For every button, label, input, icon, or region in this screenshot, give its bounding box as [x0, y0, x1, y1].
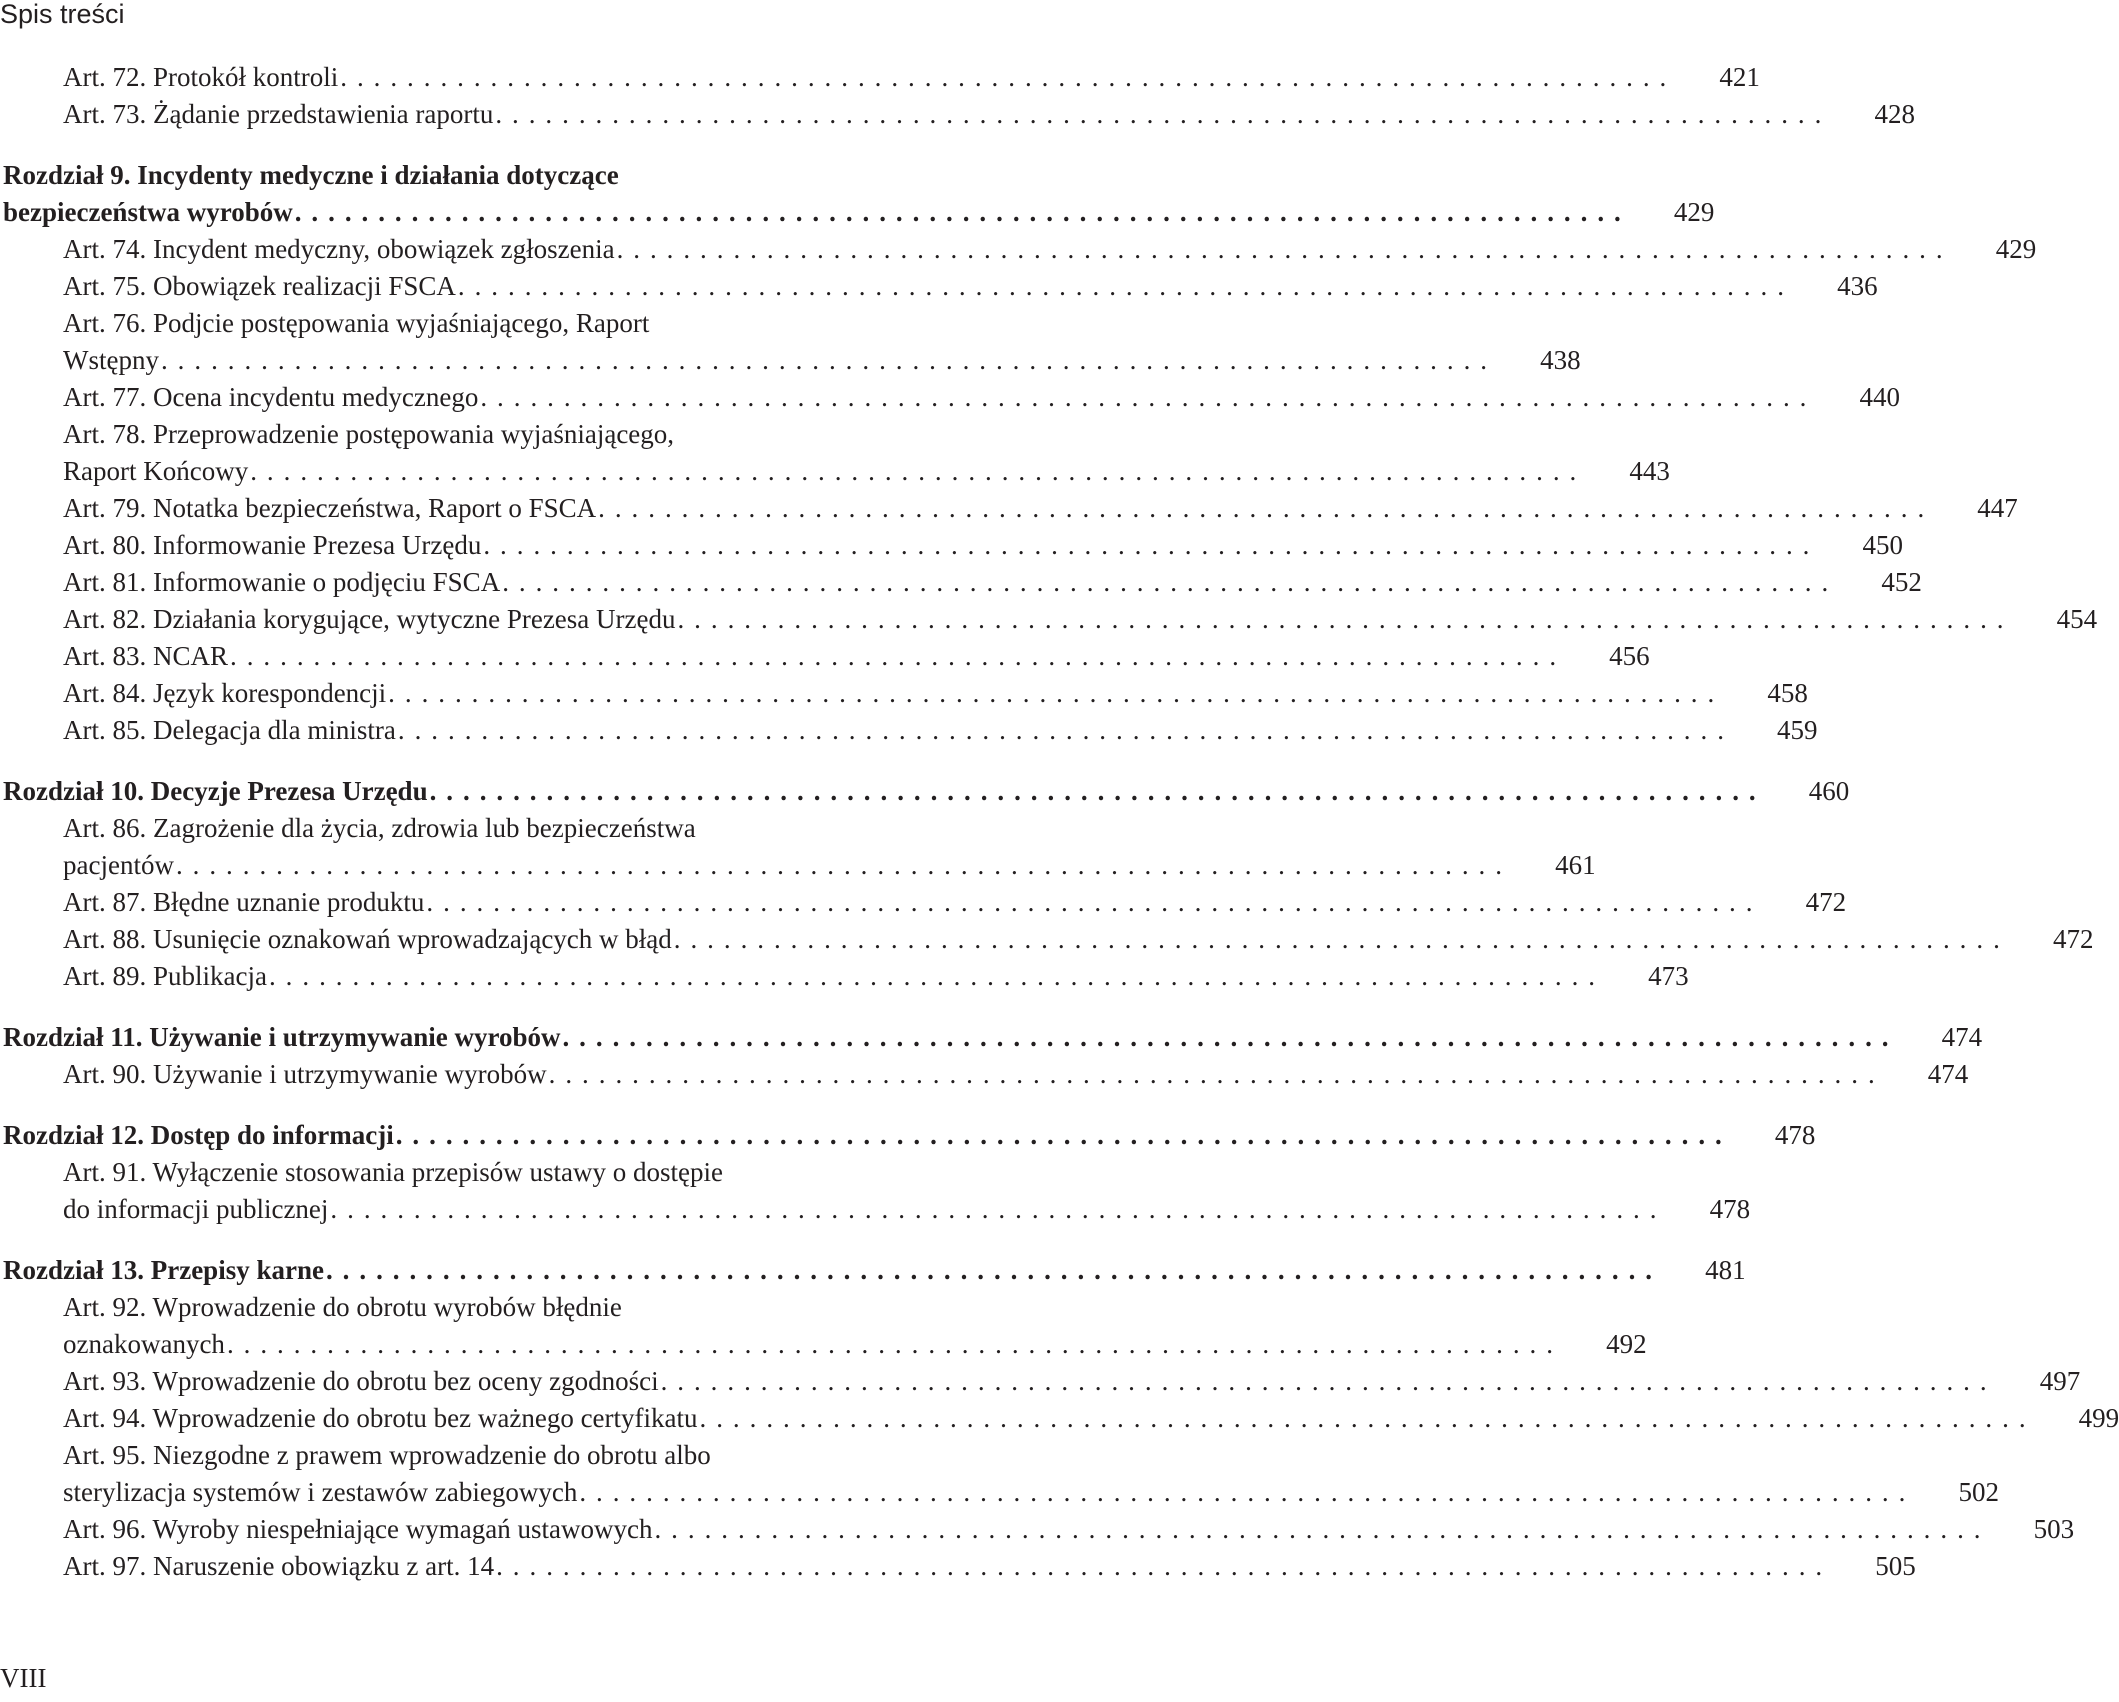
dot-leader: . . . . . . . . . . . . . . . . . . . . . . . . . . . . . . . . . . . . . . . . . . . . . . . . . . . . . . . . . . . . . . . . . . . . . . . . . . . . . . . . [480, 382, 1809, 412]
toc-entry-title: Art. 74. Incydent medyczny, obowiązek zgłoszenia [63, 234, 615, 264]
toc-page-number: 421 [1719, 62, 1760, 92]
toc-article-line [63, 1191, 1751, 1228]
toc-entry-title: Wstępny [63, 345, 159, 375]
toc-page-number: 436 [1837, 271, 1878, 301]
toc-entry-title: Art. 96. Wyroby niespełniające wymagań ustawowych [63, 1514, 653, 1544]
toc-page-number: 460 [1808, 776, 1850, 806]
toc-article-line [63, 921, 2094, 958]
toc-entry-title: Art. 86. Zagrożenie dla życia, zdrowia lub bezpieczeństwa [63, 813, 696, 843]
toc-page-number: 472 [2052, 924, 2094, 954]
dot-leader: . . . . . . . . . . . . . . . . . . . . . . . . . . . . . . . . . . . . . . . . . . . . . . . . . . . . . . . . . . . . . . . . . . . . . . . . . . . . . . . . [677, 604, 2006, 634]
toc-page-number: 502 [1958, 1477, 1999, 1507]
toc-page-number: 429 [1673, 197, 1715, 227]
toc-article-line [63, 638, 1650, 675]
dot-leader: . . . . . . . . . . . . . . . . . . . . . . . . . . . . . . . . . . . . . . . . . . . . . . . . . . . . . . . . . . . . . . . . . . . . . . . . . . . . . . . . [325, 1255, 1654, 1285]
toc-entry-title: Rozdział 12. Dostęp do informacji [3, 1120, 394, 1150]
toc-entry-title: Art. 80. Informowanie Prezesa Urzędu [63, 530, 482, 560]
toc-article-line [63, 1548, 1916, 1585]
toc-entry-title: Art. 95. Niezgodne z prawem wprowadzenie do obrotu albo [63, 1440, 711, 1470]
toc-entry-title: bezpieczeństwa wyrobów [3, 197, 293, 227]
dot-leader: . . . . . . . . . . . . . . . . . . . . . . . . . . . . . . . . . . . . . . . . . . . . . . . . . . . . . . . . . . . . . . . . . . . . . . . . . . . . . . . . [495, 99, 1823, 129]
toc-page-number: 428 [1874, 99, 1915, 129]
toc-article-line [63, 1326, 1647, 1363]
toc-article-line [63, 847, 1596, 884]
dot-leader: . . . . . . . . . . . . . . . . . . . . . . . . . . . . . . . . . . . . . . . . . . . . . . . . . . . . . . . . . . . . . . . . . . . . . . . . . . . . . . . . [395, 1120, 1724, 1150]
toc-entry-title: Art. 79. Notatka bezpieczeństwa, Raport o FSCA [63, 493, 597, 523]
toc-article-line [63, 231, 2037, 268]
toc-entry-title: Art. 84. Język korespondencji [63, 678, 387, 708]
toc-entry-title: Art. 89. Publikacja [63, 961, 267, 991]
toc-article-line [63, 958, 1689, 995]
toc-article-line [63, 1400, 2119, 1437]
toc-article-line [63, 564, 1922, 601]
toc-article-line [63, 675, 1808, 712]
dot-leader: . . . . . . . . . . . . . . . . . . . . . . . . . . . . . . . . . . . . . . . . . . . . . . . . . . . . . . . . . . . . . . . . . . . . . . . . . . . . . . . . [397, 715, 1726, 745]
toc-entry-title: Art. 75. Obowiązek realizacji FSCA [63, 271, 456, 301]
toc-chapter-line [3, 1019, 1983, 1056]
toc-page-number: 440 [1859, 382, 1901, 412]
toc-page-number: 429 [1995, 234, 2037, 264]
toc-entry-title: Art. 81. Informowanie o podjęciu FSCA [63, 567, 501, 597]
page-header: Spis treści [0, 0, 125, 29]
toc-entry-title: Art. 87. Błędne uznanie produktu [63, 887, 425, 917]
toc-entry-title: Art. 88. Usunięcie oznakowań wprowadzających w błąd [63, 924, 672, 954]
dot-leader: . . . . . . . . . . . . . . . . . . . . . . . . . . . . . . . . . . . . . . . . . . . . . . . . . . . . . . . . . . . . . . . . . . . . . . . . . . . . . . . . [230, 641, 1558, 671]
dot-leader: . . . . . . . . . . . . . . . . . . . . . . . . . . . . . . . . . . . . . . . . . . . . . . . . . . . . . . . . . . . . . . . . . . . . . . . . . . . . . . . . [426, 887, 1755, 917]
toc-article-line [63, 1056, 1969, 1093]
toc-page-number: 481 [1705, 1255, 1746, 1285]
toc-article-line [63, 305, 909, 342]
toc-entry-title: Art. 73. Żądanie przedstawienia raportu [63, 99, 494, 129]
dot-leader: . . . . . . . . . . . . . . . . . . . . . . . . . . . . . . . . . . . . . . . . . . . . . . . . . . . . . . . . . . . . . . . . . . . . . . . . . . . . . . . . [268, 961, 1597, 991]
toc-page-number: 461 [1555, 850, 1596, 880]
toc-entry-title: Art. 77. Ocena incydentu medycznego [63, 382, 479, 412]
toc-entry-title: Art. 93. Wprowadzenie do obrotu bez oceny zgodności [63, 1366, 659, 1396]
dot-leader: . . . . . . . . . . . . . . . . . . . . . . . . . . . . . . . . . . . . . . . . . . . . . . . . . . . . . . . . . . . . . . . . . . . . . . . . . . . . . . . . [340, 62, 1668, 92]
dot-leader: . . . . . . . . . . . . . . . . . . . . . . . . . . . . . . . . . . . . . . . . . . . . . . . . . . . . . . . . . . . . . . . . . . . . . . . . . . . . . . . . [579, 1477, 1907, 1507]
toc-article-line [63, 416, 909, 453]
toc-entry-title: Rozdział 10. Decyzje Prezesa Urzędu [3, 776, 428, 806]
toc-entry-title: sterylizacja systemów i zestawów zabiegowych [63, 1477, 578, 1507]
toc-page-number: 458 [1767, 678, 1808, 708]
toc-entry-title: Art. 83. NCAR [63, 641, 229, 671]
toc-article-line [63, 712, 1818, 749]
page-number: VIII [0, 1663, 47, 1693]
toc-page-number: 474 [1941, 1022, 1983, 1052]
toc-chapter-line [3, 1252, 1746, 1289]
dot-leader: . . . . . . . . . . . . . . . . . . . . . . . . . . . . . . . . . . . . . . . . . . . . . . . . . . . . . . . . . . . . . . . . . . . . . . . . . . . . . . . . [673, 924, 2002, 954]
toc-article-line [63, 527, 1903, 564]
toc-page-number: 499 [2078, 1403, 2119, 1433]
dot-leader: . . . . . . . . . . . . . . . . . . . . . . . . . . . . . . . . . . . . . . . . . . . . . . . . . . . . . . . . . . . . . . . . . . . . . . . . . . . . . . . . [616, 234, 1945, 264]
dot-leader: . . . . . . . . . . . . . . . . . . . . . . . . . . . . . . . . . . . . . . . . . . . . . . . . . . . . . . . . . . . . . . . . . . . . . . . . . . . . . . . . [502, 567, 1830, 597]
toc-entry-title: pacjentów [63, 850, 174, 880]
dot-leader: . . . . . . . . . . . . . . . . . . . . . . . . . . . . . . . . . . . . . . . . . . . . . . . . . . . . . . . . . . . . . . . . . . . . . . . . . . . . . . . . [160, 345, 1489, 375]
toc-entry-title: Rozdział 11. Używanie i utrzymywanie wyrobów [3, 1022, 561, 1052]
toc-page-number: 447 [1977, 493, 2018, 523]
toc-entry-title: Art. 94. Wprowadzenie do obrotu bez ważnego certyfikatu [63, 1403, 698, 1433]
toc-page-number: 450 [1862, 530, 1903, 560]
dot-leader: . . . . . . . . . . . . . . . . . . . . . . . . . . . . . . . . . . . . . . . . . . . . . . . . . . . . . . . . . . . . . . . . . . . . . . . . . . . . . . . . [598, 493, 1926, 523]
toc-article-line [63, 1474, 1999, 1511]
toc-chapter-line [3, 1117, 1816, 1154]
toc-entry-title: Art. 78. Przeprowadzenie postępowania wyjaśniającego, [63, 419, 675, 449]
toc-article-line [63, 1154, 909, 1191]
dot-leader: . . . . . . . . . . . . . . . . . . . . . . . . . . . . . . . . . . . . . . . . . . . . . . . . . . . . . . . . . . . . . . . . . . . . . . . . . . . . . . . . [699, 1403, 2028, 1433]
toc-entry-title: Art. 97. Naruszenie obowiązku z art. 14 [63, 1551, 495, 1581]
toc-article-line [63, 490, 2018, 527]
toc-page-number: 443 [1629, 456, 1670, 486]
toc-page-number: 473 [1648, 961, 1689, 991]
toc-chapter-line [3, 194, 1715, 231]
toc-article-line [63, 601, 2098, 638]
toc-article-line [63, 810, 909, 847]
dot-leader: . . . . . . . . . . . . . . . . . . . . . . . . . . . . . . . . . . . . . . . . . . . . . . . . . . . . . . . . . . . . . . . . . . . . . . . . . . . . . . . . [175, 850, 1504, 880]
toc-article-line [63, 1511, 2075, 1548]
dot-leader: . . . . . . . . . . . . . . . . . . . . . . . . . . . . . . . . . . . . . . . . . . . . . . . . . . . . . . . . . . . . . . . . . . . . . . . . . . . . . . . . [429, 776, 1758, 806]
toc-entry-title: Raport Końcowy [63, 456, 249, 486]
toc-entry-title: do informacji publicznej [63, 1194, 329, 1224]
toc-page-number: 452 [1881, 567, 1922, 597]
toc-page-number: 505 [1875, 1551, 1916, 1581]
dot-leader: . . . . . . . . . . . . . . . . . . . . . . . . . . . . . . . . . . . . . . . . . . . . . . . . . . . . . . . . . . . . . . . . . . . . . . . . . . . . . . . . [660, 1366, 1989, 1396]
toc-page-number: 456 [1609, 641, 1650, 671]
toc-entry-title: Art. 85. Delegacja dla ministra [63, 715, 396, 745]
dot-leader: . . . . . . . . . . . . . . . . . . . . . . . . . . . . . . . . . . . . . . . . . . . . . . . . . . . . . . . . . . . . . . . . . . . . . . . . . . . . . . . . [483, 530, 1811, 560]
toc-page-number: 474 [1927, 1059, 1969, 1089]
dot-leader: . . . . . . . . . . . . . . . . . . . . . . . . . . . . . . . . . . . . . . . . . . . . . . . . . . . . . . . . . . . . . . . . . . . . . . . . . . . . . . . . [457, 271, 1786, 301]
toc-entry-title: Rozdział 13. Przepisy karne [3, 1255, 324, 1285]
toc-page-number: 478 [1774, 1120, 1816, 1150]
toc-entry-title: Art. 72. Protokół kontroli [63, 62, 339, 92]
toc-article-line [63, 1363, 2081, 1400]
toc-page-number: 492 [1606, 1329, 1647, 1359]
toc-page-number: 478 [1709, 1194, 1751, 1224]
toc-article-line [63, 59, 1760, 96]
toc-page-number: 459 [1777, 715, 1818, 745]
toc-entry-title: Art. 90. Używanie i utrzymywanie wyrobów [63, 1059, 547, 1089]
toc-entry-title: Art. 92. Wprowadzenie do obrotu wyrobów błędnie [63, 1292, 622, 1322]
toc-chapter-line [3, 157, 909, 194]
toc-chapter-line [3, 773, 1850, 810]
toc-entry-title: Rozdział 9. Incydenty medyczne i działania dotyczące [3, 160, 619, 190]
toc-entry-title: oznakowanych [63, 1329, 225, 1359]
toc-page-number: 497 [2039, 1366, 2081, 1396]
toc-page-number: 438 [1540, 345, 1581, 375]
toc-page-number: 503 [2033, 1514, 2075, 1544]
toc-article-line [63, 342, 1581, 379]
dot-leader: . . . . . . . . . . . . . . . . . . . . . . . . . . . . . . . . . . . . . . . . . . . . . . . . . . . . . . . . . . . . . . . . . . . . . . . . . . . . . . . . [562, 1022, 1891, 1052]
toc-entry-title: Art. 91. Wyłączenie stosowania przepisów ustawy o dostępie [63, 1157, 723, 1187]
dot-leader: . . . . . . . . . . . . . . . . . . . . . . . . . . . . . . . . . . . . . . . . . . . . . . . . . . . . . . . . . . . . . . . . . . . . . . . . . . . . . . . . [226, 1329, 1555, 1359]
toc-article-line [63, 379, 1901, 416]
toc-article-line [63, 96, 1915, 133]
toc-entry-title: Art. 82. Działania korygujące, wytyczne Prezesa Urzędu [63, 604, 676, 634]
toc-entry-title: Art. 76. Podjcie postępowania wyjaśniającego, Raport [63, 308, 650, 338]
dot-leader: . . . . . . . . . . . . . . . . . . . . . . . . . . . . . . . . . . . . . . . . . . . . . . . . . . . . . . . . . . . . . . . . . . . . . . . . . . . . . . . . [388, 678, 1716, 708]
dot-leader: . . . . . . . . . . . . . . . . . . . . . . . . . . . . . . . . . . . . . . . . . . . . . . . . . . . . . . . . . . . . . . . . . . . . . . . . . . . . . . . . [654, 1514, 1983, 1544]
toc-article-line [63, 1437, 909, 1474]
dot-leader: . . . . . . . . . . . . . . . . . . . . . . . . . . . . . . . . . . . . . . . . . . . . . . . . . . . . . . . . . . . . . . . . . . . . . . . . . . . . . . . . [496, 1551, 1824, 1581]
toc-article-line [63, 884, 1847, 921]
toc-article-line [63, 1289, 909, 1326]
dot-leader: . . . . . . . . . . . . . . . . . . . . . . . . . . . . . . . . . . . . . . . . . . . . . . . . . . . . . . . . . . . . . . . . . . . . . . . . . . . . . . . . [294, 197, 1623, 227]
toc-article-line [63, 268, 1878, 305]
toc-page-number: 472 [1805, 887, 1847, 917]
dot-leader: . . . . . . . . . . . . . . . . . . . . . . . . . . . . . . . . . . . . . . . . . . . . . . . . . . . . . . . . . . . . . . . . . . . . . . . . . . . . . . . . [548, 1059, 1877, 1089]
dot-leader: . . . . . . . . . . . . . . . . . . . . . . . . . . . . . . . . . . . . . . . . . . . . . . . . . . . . . . . . . . . . . . . . . . . . . . . . . . . . . . . . [250, 456, 1578, 486]
dot-leader: . . . . . . . . . . . . . . . . . . . . . . . . . . . . . . . . . . . . . . . . . . . . . . . . . . . . . . . . . . . . . . . . . . . . . . . . . . . . . . . . [330, 1194, 1659, 1224]
toc-page-number: 454 [2056, 604, 2098, 634]
toc-article-line [63, 453, 1670, 490]
